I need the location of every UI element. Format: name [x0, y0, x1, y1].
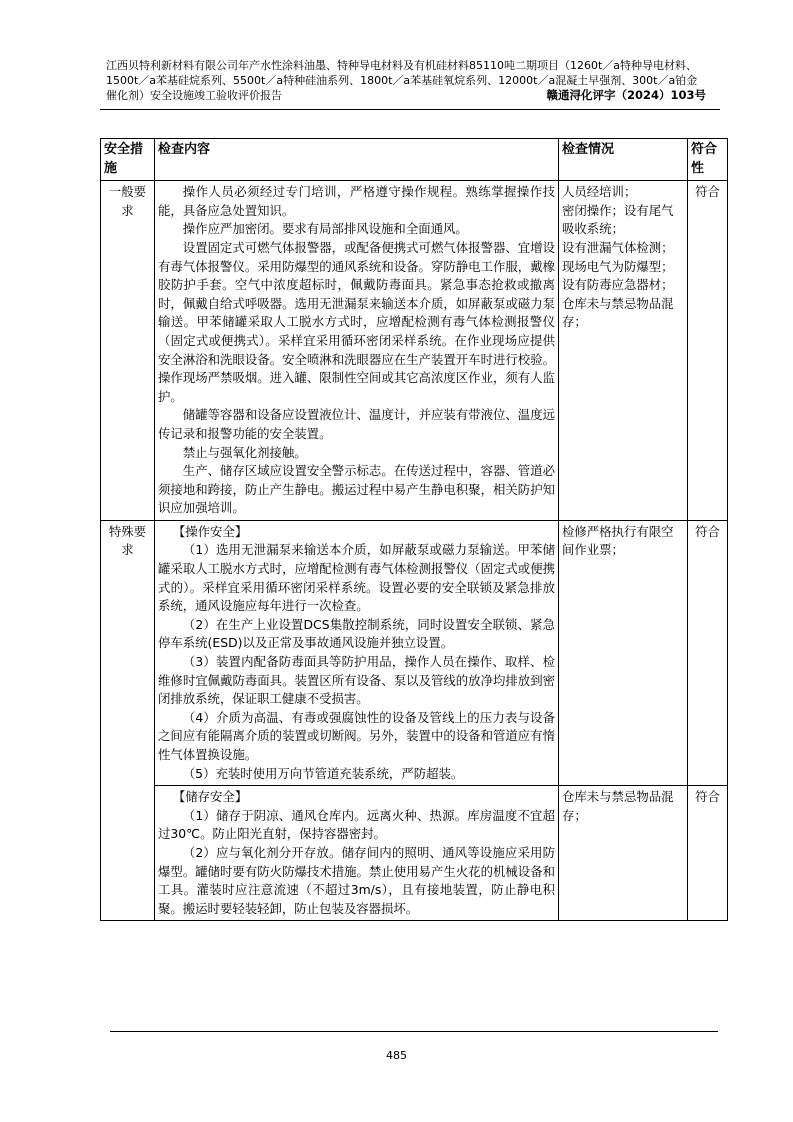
result-item: 仓库未与禁忌物品混存；	[562, 295, 674, 330]
header-check-content: 检查内容	[155, 139, 559, 181]
section-heading: 【储存安全】	[172, 789, 248, 805]
table-row	[101, 786, 728, 921]
result-item: 仓库未与禁忌物品混存；	[562, 789, 674, 823]
report-title: 江西贝特利新材料有限公司年产水性涂料油墨、特种导电材料及有机硅材料85110吨二期项目（1260t／a特种导电材料、1500t／a苯基硅烷系列、5500t／a特种硅油系列、1800t／a苯基硅氧烷系列、12000t／a混凝土早强剂、300t／a铂金催化剂）安全设施竣工验收评价报告	[106, 59, 698, 102]
content-paragraph: 操作人员必须经过专门培训，严格遵守操作规程。熟练掌握操作技能，具备应急处置知识。	[158, 184, 555, 218]
table-row	[101, 520, 728, 785]
table-header-row	[101, 139, 728, 181]
content-paragraph: （1）选用无泄漏泵来输送本介质，如屏蔽泵或磁力泵输送。甲苯储罐采取人工脱水方式时，应增配检测有毒气体检测报警仪（固定式或便携式的）。采样宜采用循环密闭采样系统。设置必要的安全联锁及紧急排放系统，通风设施应每年进行一次检查。	[158, 542, 555, 614]
result-cell	[559, 520, 688, 785]
header-safety-measure: 安全措施	[101, 139, 155, 181]
content-paragraph: 设置固定式可燃气体报警器，或配备便携式可燃气体报警器、宜增设有毒气体报警仪。采用防爆型的通风系统和设备。穿防静电工作服，戴橡胶防护手套。空气中浓度超标时，佩戴防毒面具。紧急事态抢救或撤离时，佩戴自给式呼吸器。选用无泄漏泵来输送本介质，如屏蔽泵或磁力泵输送。甲苯储罐采取人工脱水方式时，应增配检测有毒气体检测报警仪（固定式或便携式）。采样宜采用循环密闭采样系统。在作业现场应提供安全淋浴和洗眼设备。安全喷淋和洗眼器应在生产装置开车时进行校验。操作现场严禁吸烟。进入罐、限制性空间或其它高浓度区作业，须有人监护。	[158, 239, 555, 404]
content-paragraph: （2）在生产上业设置DCS集散控制系统，同时设置安全联锁、紧急停车系统(ESD)以及正常及事故通风设施并独立设置。	[158, 616, 555, 651]
content-cell	[155, 520, 559, 785]
header-check-result: 检查情况	[559, 139, 688, 181]
inspection-table	[100, 138, 728, 921]
result-item: 检修严格执行有限空间作业票；	[562, 523, 674, 558]
content-paragraph: 操作应严加密闭。要求有局部排风设施和全面通风。	[182, 221, 468, 237]
result-item: 密闭操作；设有尾气吸收系统；	[562, 202, 674, 237]
page-number: 485	[386, 1049, 407, 1062]
result-item: 设有泄漏气体检测；	[562, 239, 674, 255]
content-paragraph: 储罐等容器和设备应设置液位计、温度计，并应装有带液位、温度远传记录和报警功能的安全装置。	[158, 407, 555, 441]
header-compliance: 符合性	[688, 139, 728, 181]
content-paragraph: （4）介质为高温、有毒或强腐蚀性的设备及管线上的压力表与设备之间应有能隔离介质的装置或切断阀。另外，装置中的设备和管道应有惰性气体置换设施。	[158, 709, 555, 762]
result-cell	[559, 786, 688, 921]
content-paragraph: （1）储存于阴凉、通风仓库内。远离火种、热源。库房温度不宜超过30℃。防止阳光直射，保持容器密封。	[158, 807, 555, 842]
content-paragraph: 禁止与强氧化剂接触。	[182, 444, 307, 460]
content-cell	[155, 786, 559, 921]
content-paragraph: （2）应与氧化剂分开存放。储存间内的照明、通风等设施应采用防爆型。罐储时要有防火防爆技术措施。禁止使用易产生火花的机械设备和工具。灌装时应注意流速（不超过3m/s），且有接地装置，防止静电积聚。搬运时要轻装轻卸，防止包装及容器损坏。	[158, 844, 555, 916]
table-row	[101, 181, 728, 521]
content-cell	[155, 181, 559, 521]
result-cell	[559, 181, 688, 521]
page-header	[106, 58, 706, 103]
section-heading: 【操作安全】	[172, 523, 248, 539]
header-divider	[100, 109, 720, 110]
result-item: 现场电气为防爆型；	[562, 258, 674, 274]
compliance-cell: 符合	[688, 181, 728, 521]
compliance-cell: 符合	[688, 786, 728, 921]
document-number: 赣通浔化评字（2024）103号	[546, 88, 706, 102]
content-paragraph: （3）装置内配备防毒面具等防护用品，操作人员在操作、取样、检维修时宜佩戴防毒面具。装置区所有设备、泵以及管线的放净均排放到密闭排放系统，保证职工健康不受损害。	[158, 654, 555, 707]
category-cell: 一般要求	[101, 181, 155, 521]
category-cell: 特殊要求	[101, 520, 155, 920]
content-paragraph: （5）充装时使用万向节管道充装系统，严防超装。	[182, 765, 464, 781]
compliance-cell: 符合	[688, 520, 728, 785]
content-paragraph: 生产、储存区域应设置安全警示标志。在传送过程中，容器、管道必须接地和跨接，防止产生静电。搬运过程中易产生静电积聚，相关防护知识应加强培训。	[158, 463, 555, 516]
footer-divider	[110, 1031, 718, 1032]
result-item: 人员经培训；	[562, 184, 637, 200]
result-item: 设有防毒应急器材；	[562, 277, 674, 293]
